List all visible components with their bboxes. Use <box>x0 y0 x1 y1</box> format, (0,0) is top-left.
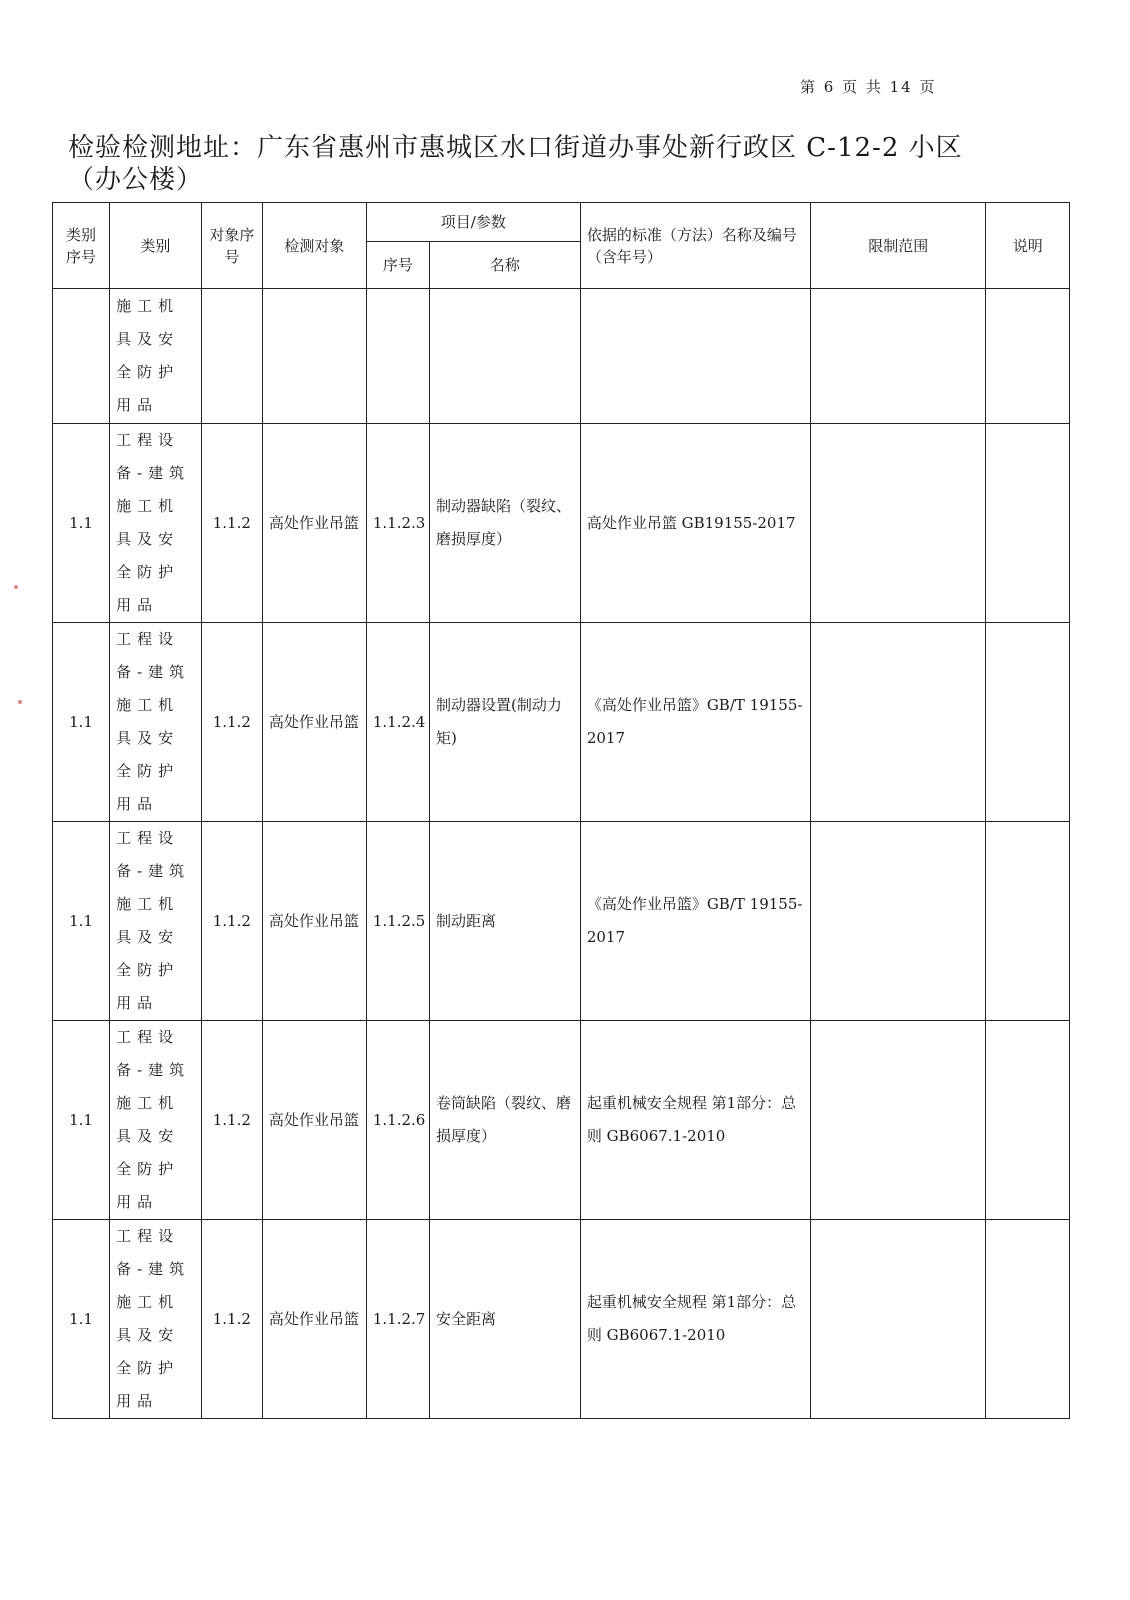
category-line: 工程设 <box>116 630 180 648</box>
param-name-cell: 卷筒缺陷（裂纹、磨损厚度） <box>430 1021 581 1220</box>
category-cell <box>110 1220 202 1419</box>
category-line: 全防护 <box>116 363 180 381</box>
category-line: 具及安 <box>116 530 180 548</box>
limit-cell <box>811 424 986 623</box>
category-line: 工程设 <box>116 829 180 847</box>
category-line: 施工机 <box>116 297 180 315</box>
limit-cell <box>811 1021 986 1220</box>
limit-cell <box>811 822 986 1021</box>
obj-seq-cell: 1.1.2 <box>201 822 262 1021</box>
category-line: 用品 <box>116 596 159 614</box>
scan-speck <box>14 585 18 589</box>
param-seq-cell: 1.1.2.5 <box>366 822 429 1021</box>
category-line: 全防护 <box>116 762 180 780</box>
param-seq-cell: 1.1.2.4 <box>366 623 429 822</box>
category-line: 施工机 <box>116 895 180 913</box>
limit-cell <box>811 623 986 822</box>
header-limit: 限制范围 <box>811 203 986 289</box>
category-line: 工程设 <box>116 1227 180 1245</box>
standard-cell: 高处作业吊篮 GB19155-2017 <box>580 424 810 623</box>
object-cell: 高处作业吊篮 <box>262 1220 366 1419</box>
category-cell <box>110 424 202 623</box>
object-cell: 高处作业吊篮 <box>262 822 366 1021</box>
category-line: 备-建筑 <box>116 1061 191 1079</box>
category-line: 全防护 <box>116 1359 180 1377</box>
category-line: 施工机 <box>116 696 180 714</box>
category-line: 具及安 <box>116 1326 180 1344</box>
cat-seq-cell <box>53 289 110 424</box>
category-line: 备-建筑 <box>116 1260 191 1278</box>
scan-speck <box>18 700 22 704</box>
header-obj-seq: 对象序号 <box>201 203 262 289</box>
category-line: 全防护 <box>116 1160 180 1178</box>
table-row <box>53 424 1070 623</box>
category-line: 用品 <box>116 1193 159 1211</box>
category-line: 用品 <box>116 795 159 813</box>
cat-seq-cell: 1.1 <box>53 424 110 623</box>
standard-cell: 起重机械安全规程 第1部分：总则 GB6067.1-2010 <box>580 1021 810 1220</box>
category-line: 施工机 <box>116 497 180 515</box>
param-name-cell: 制动器设置(制动力矩) <box>430 623 581 822</box>
table-row <box>53 1220 1070 1419</box>
obj-seq-cell: 1.1.2 <box>201 424 262 623</box>
table-row <box>53 822 1070 1021</box>
test-address: 检验检测地址：广东省惠州市惠城区水口街道办事处新行政区 C-12-2 小区（办公楼） <box>68 133 963 195</box>
note-cell <box>986 822 1070 1021</box>
category-line: 用品 <box>116 994 159 1012</box>
cat-seq-cell: 1.1 <box>53 822 110 1021</box>
note-cell <box>986 1220 1070 1419</box>
standard-cell: 《高处作业吊篮》GB/T 19155-2017 <box>580 822 810 1021</box>
category-line: 备-建筑 <box>116 862 191 880</box>
param-name-cell: 制动器缺陷（裂纹、磨损厚度） <box>430 424 581 623</box>
table-row <box>53 623 1070 822</box>
category-cell <box>110 623 202 822</box>
param-seq-cell: 1.1.2.6 <box>366 1021 429 1220</box>
category-line: 具及安 <box>116 1127 180 1145</box>
obj-seq-cell: 1.1.2 <box>201 1021 262 1220</box>
category-line: 施工机 <box>116 1293 180 1311</box>
category-line: 工程设 <box>116 431 180 449</box>
note-cell <box>986 623 1070 822</box>
category-line: 工程设 <box>116 1028 180 1046</box>
object-cell: 高处作业吊篮 <box>262 623 366 822</box>
header-standard: 依据的标准（方法）名称及编号（含年号） <box>580 203 810 289</box>
standard-cell: 《高处作业吊篮》GB/T 19155-2017 <box>580 623 810 822</box>
obj-seq-cell: 1.1.2 <box>201 1220 262 1419</box>
note-cell <box>986 1021 1070 1220</box>
header-category: 类别 <box>110 203 202 289</box>
object-cell: 高处作业吊篮 <box>262 1021 366 1220</box>
category-line: 全防护 <box>116 563 180 581</box>
param-name-cell: 安全距离 <box>430 1220 581 1419</box>
header-param-name: 名称 <box>430 242 581 289</box>
category-line: 备-建筑 <box>116 464 191 482</box>
category-line: 具及安 <box>116 729 180 747</box>
param-seq-cell: 1.1.2.7 <box>366 1220 429 1419</box>
category-line: 施工机 <box>116 1094 180 1112</box>
cat-seq-cell: 1.1 <box>53 1021 110 1220</box>
scope-table <box>52 202 1070 1419</box>
header-cat-seq: 类别序号 <box>53 203 110 289</box>
obj-seq-cell: 1.1.2 <box>201 623 262 822</box>
note-cell <box>986 424 1070 623</box>
cat-seq-cell: 1.1 <box>53 1220 110 1419</box>
category-cell <box>110 289 202 424</box>
param-seq-cell: 1.1.2.3 <box>366 424 429 623</box>
page-indicator: 第 6 页 共 14 页 <box>800 78 937 96</box>
category-line: 具及安 <box>116 330 180 348</box>
limit-cell <box>811 1220 986 1419</box>
table-row <box>53 289 1070 424</box>
object-cell: 高处作业吊篮 <box>262 424 366 623</box>
header-note: 说明 <box>986 203 1070 289</box>
header-param-seq: 序号 <box>366 242 429 289</box>
category-line: 全防护 <box>116 961 180 979</box>
header-param-group: 项目/参数 <box>366 203 580 242</box>
category-cell <box>110 1021 202 1220</box>
header-object: 检测对象 <box>262 203 366 289</box>
standard-cell: 起重机械安全规程 第1部分：总则 GB6067.1-2010 <box>580 1220 810 1419</box>
param-name-cell: 制动距离 <box>430 822 581 1021</box>
category-line: 备-建筑 <box>116 663 191 681</box>
category-line: 用品 <box>116 1392 159 1410</box>
category-line: 用品 <box>116 396 159 414</box>
category-line: 具及安 <box>116 928 180 946</box>
table-row <box>53 1021 1070 1220</box>
category-cell <box>110 822 202 1021</box>
cat-seq-cell: 1.1 <box>53 623 110 822</box>
